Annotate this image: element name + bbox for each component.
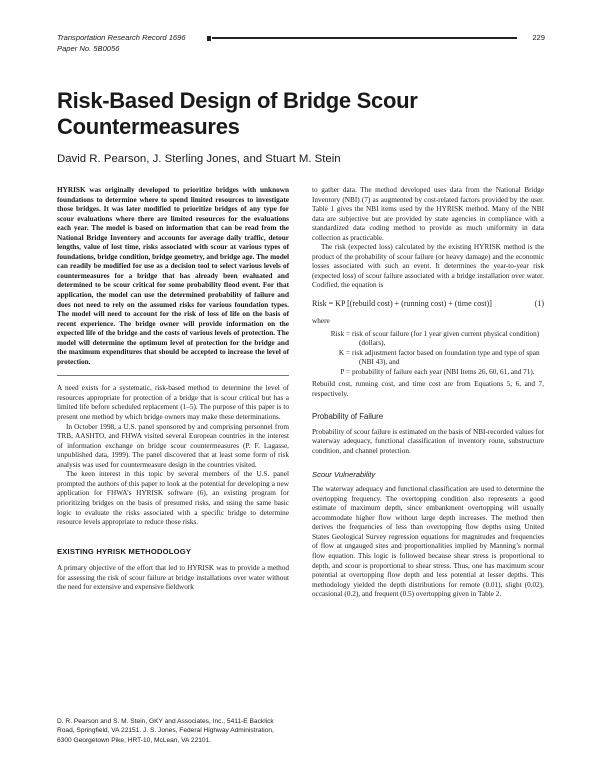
author-affiliations-footnote: D. R. Pearson and S. M. Stein, GKY and Associates, Inc., 5411-E Backlick Road, Springfield, VA 22151. J. S. Jones, Federal Highway Administration, 6300 Georgetown Pike, HRT-10, McLean, VA 22101. bbox=[57, 718, 274, 744]
definition-symbol: K = bbox=[338, 348, 350, 357]
section-heading-probability-of-failure: Probability of Failure bbox=[312, 412, 384, 422]
intro-paragraph-1: A need exists for a systematic, risk-based method to determine the level of resources appropriate for protection of a bridge that is scour critical but has a limited life before scheduled replacement (1–5). The purpose of this paper is to present one method by which bridge owners may make these determinations. bbox=[57, 384, 289, 422]
definition-k bbox=[312, 349, 544, 368]
title-line-1: Risk-Based Design of Bridge Scour bbox=[57, 88, 418, 113]
variable-definitions bbox=[312, 330, 544, 378]
section-heading-existing-hyrisk: EXISTING HYRISK METHODOLOGY bbox=[57, 546, 192, 556]
body-paragraph-5: The waterway adequacy and functional classification are used to determine the overtopping frequency. The overtopping condition also represents a good estimate of maximum depth, since embankment overtopping will usually accommodate higher flow without large depth increases. The method then derives the frequencies of less than overtopping flow depths using United States Geological Survey regression equations for magnitudes and frequencies of flow at ungauged sites and proportionalities implied by Manning’s normal flow equation. This logic is followed because shear stress is proportional to depth, and scour is proportional to shear stress. Thus, one has maximum scour potential at overtopping flow depth and less potential at lesser depths. This methodology yielded the depth distributions for remote (0.01), slight (0.02), occasional (0.2), and frequent (0.5) overtopping given in Table 2. bbox=[312, 485, 544, 599]
definition-text: probability of failure each year (NBI Items 26, 60, 61, and 71). bbox=[352, 367, 535, 376]
title-line-2: Countermeasures bbox=[57, 114, 240, 139]
body-paragraph-1: to gather data. The method developed uses data from the National Bridge Inventory (NBI) (7) as augmented by cost-related factors provided by the user. Table 1 gives the NBI items used by the HYRISK method. Many of the NBI data are subjective but are provided by state agencies in compliance with a standardized data coding method to provide as much uniformity in data collection as practicable. bbox=[312, 186, 544, 242]
abstract: HYRISK was originally developed to prioritize bridges with unknown foundations to determine where to spend limited resources to investigate those bridges. It was later modified to prioritize bridges of any type for scour evaluations where there are limited resources for the evaluations each year. The model is based on information that can be read from the National Bridge Inventory and accounts for average daily traffic, detour lengths, value of lost time, risks associated with scour at various types of foundations, bridge condition, bridge geometry, and bridge age. The model can readily be modified for use as a decision tool to select various levels of countermeasures for a bridge that has already been evaluated and determined to be scour critical for some probability flood event. For that application, the model can use the determined probability of failure and does not need to rely on the assumed risks for various foundation types. The model will need to account for the risk of loss of life on the basis of recent experience. The bridge owner will provide information on the expected life of the bridge and the costs of various levels of protection. The model will determine the optimum level of protection for the bridge and the maximum expenditures that should be accepted to increase the level of protection. bbox=[57, 186, 289, 366]
body-paragraph-4: Probability of scour failure is estimated on the basis of NBI-recorded values for waterway adequacy, functional classification of inventory route, substructure condition, and channel protection. bbox=[312, 427, 544, 456]
definition-text: risk adjustment factor based on foundation type and type of span (NBI 43), and bbox=[352, 348, 540, 367]
running-header bbox=[57, 33, 545, 43]
page-number: 229 bbox=[532, 33, 545, 42]
page-header bbox=[57, 33, 545, 53]
paper-number: Paper No. 5B0056 bbox=[57, 44, 120, 53]
author-list: David R. Pearson, J. Sterling Jones, and Stuart M. Stein bbox=[57, 153, 341, 165]
journal-name: Transportation Research Record 1696 bbox=[57, 33, 186, 42]
abstract-divider bbox=[57, 375, 289, 376]
definition-symbol: P = bbox=[340, 367, 350, 376]
body-paragraph-3: Rebuild cost, running cost, and time cost are from Equations 5, 6, and 7, respectively. bbox=[312, 380, 544, 398]
where-label: where bbox=[312, 317, 330, 326]
subsection-heading-scour-vulnerability: Scour Vulnerability bbox=[312, 469, 376, 479]
body-paragraph-2: The risk (expected loss) calculated by the existing HYRISK method is the product of the probability of scour failure (or heavy damage) and the economic losses associated with such an event. It determines the year-to-year risk (expected loss) of scour failure associated with a bridge installation over water. Codified, the equation is bbox=[312, 243, 544, 290]
definition-text: risk of scour failure (for 1 year given current physical condition) (dollars), bbox=[352, 329, 540, 348]
methodology-paragraph: A primary objective of the effort that led to HYRISK was to provide a method for assessing the risk of scour failure at bridge installations over water without the need for extensive and expensive fieldwork bbox=[57, 564, 289, 592]
definition-symbol: Risk = bbox=[330, 329, 350, 338]
paper-title bbox=[57, 88, 527, 140]
equation-expression: Risk = KP [(rebuild cost) + (running cost) + (time cost)] bbox=[312, 299, 492, 309]
definition-p bbox=[312, 368, 544, 378]
header-rule bbox=[212, 37, 517, 39]
right-column bbox=[312, 186, 544, 600]
left-column bbox=[57, 186, 289, 593]
definition-risk bbox=[312, 330, 544, 349]
intro-paragraph-3: The keen interest in this topic by several members of the U.S. panel prompted the authors of this paper to look at the potential for developing a new application for FHWA’s HYRISK software (6), an existing program for prioritizing bridges on the basis of presumed risks, and using the same basic logic to evaluate the risks associated with a specific bridge to determine resource levels appropriate to reduce those risks. bbox=[57, 470, 289, 527]
equation-number: (1) bbox=[534, 299, 544, 309]
equation-1 bbox=[312, 297, 544, 311]
intro-paragraph-2: In October 1998, a U.S. panel sponsored by and comprising personnel from TRB, AASHTO, and FHWA visited several European countries in the interest of information exchange on bridge scour countermeasures (P. F. Lagasse, unpublished data, 1999). The panel discovered that at least some form of risk analysis was used for countermeasure design in the countries visited. bbox=[57, 422, 289, 469]
